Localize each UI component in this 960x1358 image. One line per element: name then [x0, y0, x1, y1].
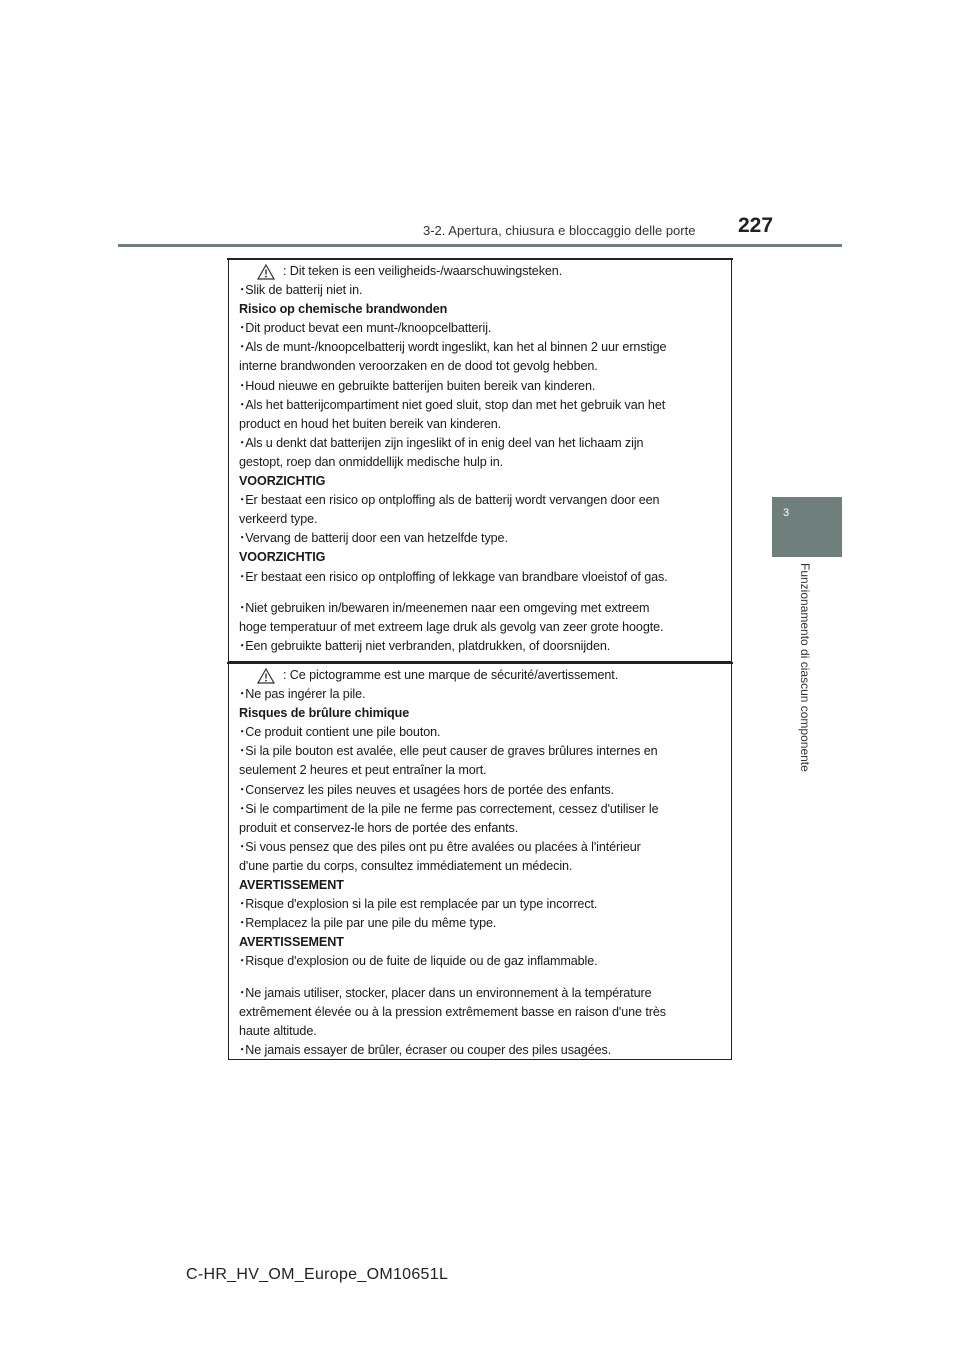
warning-triangle-icon	[257, 668, 275, 684]
label-text-line: ･Vervang de batterij door een van hetzelfde type.	[239, 531, 508, 546]
label-text-line: ･Als de munt-/knoopcelbatterij wordt ingeslikt, kan het al binnen 2 uur ernstige	[239, 340, 667, 355]
label-text-line: extrêmement élevée ou à la pression extrêmement basse en raison d'une très	[239, 1004, 666, 1019]
label-text-line: verkeerd type.	[239, 512, 318, 527]
label-text-line: ･Dit product bevat een munt-/knoopcelbatterij.	[239, 321, 492, 336]
label-text-line: ･Risque d'explosion si la pile est remplacée par un type incorrect.	[239, 897, 598, 912]
label-text-line: ･Houd nieuwe en gebruikte batterijen buiten bereik van kinderen.	[239, 378, 596, 393]
label-text-line: ･Remplacez la pile par une pile du même type.	[239, 916, 497, 931]
header-rule	[118, 244, 842, 247]
label-text-line: ･Slik de batterij niet in.	[239, 283, 363, 298]
warning-symbol-text: : Ce pictogramme est une marque de sécurité/avertissement.	[283, 668, 619, 682]
label-text-line: ･Niet gebruiken in/bewaren in/meenemen naar een omgeving met extreem	[239, 600, 650, 615]
label-text-line: ･Er bestaat een risico op ontploffing als de batterij wordt vervangen door een	[239, 493, 660, 508]
line-spacer	[239, 587, 723, 599]
label-lines-french	[239, 685, 723, 1060]
label-heading: VOORZICHTIG	[239, 550, 326, 565]
label-text-line: ･Si le compartiment de la pile ne ferme pas correctement, cessez d'utiliser le	[239, 801, 659, 816]
label-text-line: ･Ce produit contient une pile bouton.	[239, 725, 441, 740]
label-heading: VOORZICHTIG	[239, 474, 326, 489]
document-code: C-HR_HV_OM_Europe_OM10651L	[186, 1266, 449, 1283]
label-text-line: ･Ne jamais utiliser, stocker, placer dans un environnement à la température	[239, 985, 652, 1000]
label-text-line: product en houd het buiten bereik van kinderen.	[239, 416, 502, 431]
label-text-line: haute altitude.	[239, 1023, 317, 1038]
label-text-line: hoge temperatuur of met extreem lage druk als gevolg van zeer grote hoogte.	[239, 619, 664, 634]
chapter-title: Funzionamento di ciascun componente	[798, 563, 812, 772]
label-text-line: d'une partie du corps, consultez immédiatement un médecin.	[239, 858, 573, 873]
label-text-line: interne brandwonden veroorzaken en de dood tot gevolg hebben.	[239, 359, 598, 374]
label-heading: Risico op chemische brandwonden	[239, 302, 448, 317]
label-text-line: ･Als het batterijcompartiment niet goed sluit, stop dan met het gebruik van het	[239, 397, 666, 412]
chapter-number: 3	[782, 507, 790, 519]
label-text-line: ･Si vous pensez que des piles ont pu être avalées ou placées à l'intérieur	[239, 839, 641, 854]
label-text-line: ･Een gebruikte batterij niet verbranden, platdrukken, of doorsnijden.	[239, 638, 611, 653]
label-text-line: produit et conservez-le hors de portée des enfants.	[239, 820, 519, 835]
label-text-line: ･Ne jamais essayer de brûler, écraser ou couper des piles usagées.	[239, 1042, 612, 1057]
label-text-line: ･Als u denkt dat batterijen zijn ingeslikt of in enig deel van het lichaam zijn	[239, 435, 644, 450]
label-lines-dutch	[239, 281, 723, 656]
label-text-line: ･Er bestaat een risico op ontploffing of lekkage van brandbare vloeistof of gas.	[239, 569, 668, 584]
page-header-section: 3-2. Apertura, chiusura e bloccaggio delle porte	[423, 223, 696, 238]
warning-symbol-text: : Dit teken is een veiligheids-/waarschuwingsteken.	[283, 264, 563, 278]
label-text-line: ･Risque d'explosion ou de fuite de liquide ou de gaz inflammable.	[239, 954, 598, 969]
label-text-line: ･Conservez les piles neuves et usagées hors de portée des enfants.	[239, 782, 614, 797]
warning-triangle-icon	[257, 264, 275, 280]
label-heading: AVERTISSEMENT	[239, 878, 344, 893]
label-text-line: ･Si la pile bouton est avalée, elle peut causer de graves brûlures internes en	[239, 744, 658, 759]
warning-row-french	[239, 666, 723, 685]
page-number: 227	[738, 214, 774, 237]
chapter-side-tab	[772, 497, 842, 557]
label-text-line: ･Ne pas ingérer la pile.	[239, 687, 366, 702]
label-heading: AVERTISSEMENT	[239, 935, 344, 950]
warning-label-dutch	[228, 258, 732, 662]
label-text-line: seulement 2 heures et peut entraîner la mort.	[239, 763, 487, 778]
label-text-line: gestopt, roep dan onmiddellijk medische hulp in.	[239, 454, 504, 469]
warning-row-dutch	[239, 262, 723, 281]
label-heading: Risques de brûlure chimique	[239, 706, 410, 721]
warning-label-french	[228, 662, 732, 1060]
line-spacer	[239, 972, 723, 984]
